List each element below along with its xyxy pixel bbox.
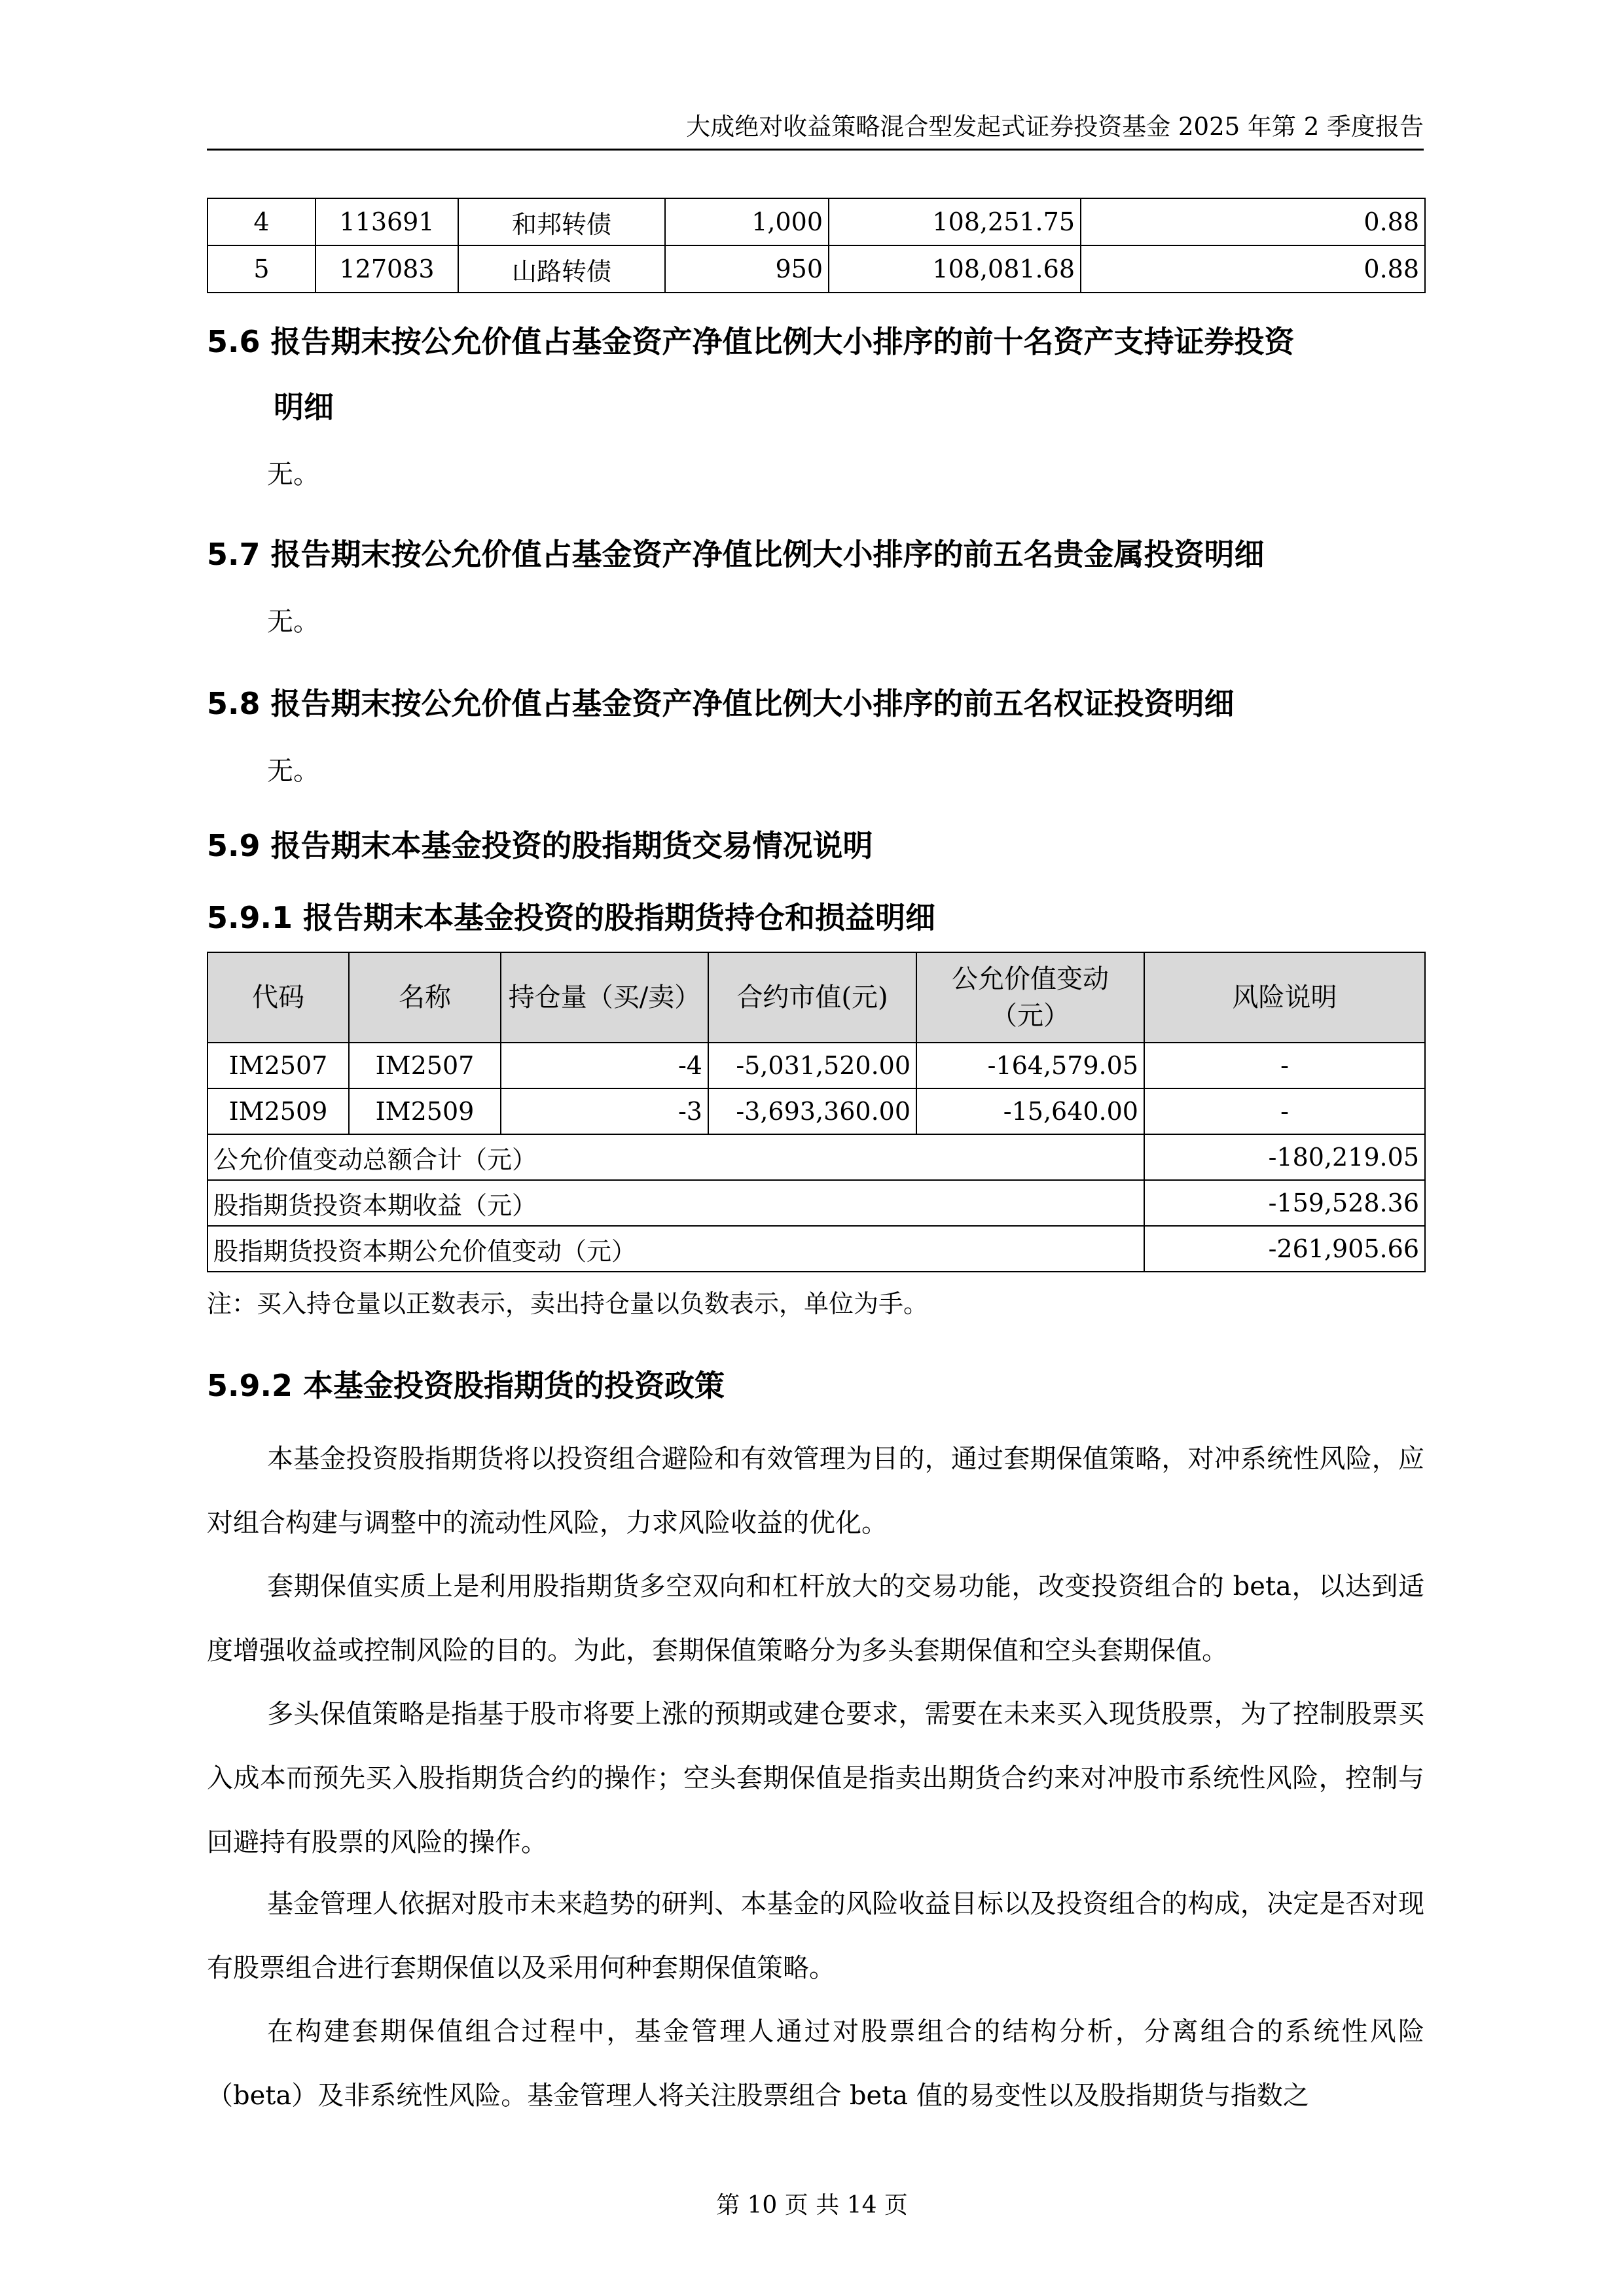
section-5-7-body: 无。 bbox=[267, 607, 319, 637]
policy-paragraph-5 bbox=[207, 2000, 1424, 2128]
policy-paragraph-2-text: 套期保值实质上是利用股指期货多空双向和杠杆放大的交易功能，改变投资组合的 beta，以达到适度增强收益或控制风险的目的。为此，套期保值策略分为多头套期保值和空头套期保值。 bbox=[207, 1571, 1424, 1666]
bond-name: 山路转债 bbox=[458, 245, 665, 293]
futures-total-value: -261,905.66 bbox=[1144, 1226, 1425, 1272]
col-header-market-value: 合约市值(元) bbox=[708, 952, 916, 1043]
futures-code: IM2507 bbox=[208, 1043, 349, 1088]
section-5-8-body: 无。 bbox=[267, 756, 319, 786]
bond-holdings-table bbox=[207, 198, 1426, 293]
policy-paragraph-2 bbox=[207, 1554, 1424, 1683]
bond-quantity: 950 bbox=[665, 245, 829, 293]
section-5-9-2-heading: 5.9.2 本基金投资股指期货的投资政策 bbox=[207, 1368, 725, 1403]
bond-nav-ratio: 0.88 bbox=[1081, 245, 1425, 293]
section-5-6-body: 无。 bbox=[267, 459, 319, 490]
futures-total-row bbox=[208, 1180, 1425, 1226]
section-5-9-heading: 5.9 报告期末本基金投资的股指期货交易情况说明 bbox=[207, 828, 873, 863]
bond-fair-value: 108,251.75 bbox=[829, 198, 1081, 245]
futures-table-header-row bbox=[208, 952, 1425, 1043]
futures-total-label: 股指期货投资本期收益（元） bbox=[208, 1180, 1144, 1226]
futures-total-value: -180,219.05 bbox=[1144, 1134, 1425, 1180]
futures-table-row bbox=[208, 1043, 1425, 1088]
col-header-name: 名称 bbox=[349, 952, 501, 1043]
bond-code: 113691 bbox=[316, 198, 458, 245]
futures-table-row bbox=[208, 1088, 1425, 1134]
futures-positions-table bbox=[207, 952, 1426, 1272]
futures-position: -4 bbox=[501, 1043, 708, 1088]
section-5-7-heading: 5.7 报告期末按公允价值占基金资产净值比例大小排序的前五名贵金属投资明细 bbox=[207, 537, 1265, 572]
futures-risk-note: - bbox=[1144, 1088, 1425, 1134]
policy-paragraph-4-text: 基金管理人依据对股市未来趋势的研判、本基金的风险收益目标以及投资组合的构成，决定是否对现有股票组合进行套期保值以及采用何种套期保值策略。 bbox=[207, 1889, 1424, 1983]
bond-row-number: 4 bbox=[208, 198, 316, 245]
bond-table-row bbox=[208, 198, 1425, 245]
futures-market-value: -3,693,360.00 bbox=[708, 1088, 916, 1134]
futures-total-label: 公允价值变动总额合计（元） bbox=[208, 1134, 1144, 1180]
section-5-8-heading: 5.8 报告期末按公允价值占基金资产净值比例大小排序的前五名权证投资明细 bbox=[207, 686, 1235, 721]
policy-paragraph-3 bbox=[207, 1682, 1424, 1874]
futures-total-row bbox=[208, 1226, 1425, 1272]
policy-paragraph-4 bbox=[207, 1872, 1424, 2000]
col-header-fv-change: 公允价值变动（元） bbox=[916, 952, 1144, 1043]
bond-row-number: 5 bbox=[208, 245, 316, 293]
futures-fv-change: -15,640.00 bbox=[916, 1088, 1144, 1134]
futures-position: -3 bbox=[501, 1088, 708, 1134]
futures-total-value: -159,528.36 bbox=[1144, 1180, 1425, 1226]
futures-total-label: 股指期货投资本期公允价值变动（元） bbox=[208, 1226, 1144, 1272]
header-rule bbox=[207, 149, 1424, 151]
policy-paragraph-1 bbox=[207, 1427, 1424, 1555]
policy-paragraph-3-text: 多头保值策略是指基于股市将要上涨的预期或建仓要求，需要在未来买入现货股票，为了控制股票买入成本而预先买入股指期货合约的操作；空头套期保值是指卖出期货合约来对冲股市系统性风险，控制与回避持有股票的风险的操作。 bbox=[207, 1699, 1424, 1857]
futures-code: IM2509 bbox=[208, 1088, 349, 1134]
futures-name: IM2507 bbox=[349, 1043, 501, 1088]
col-header-risk: 风险说明 bbox=[1144, 952, 1425, 1043]
col-header-position: 持仓量（买/卖） bbox=[501, 952, 708, 1043]
futures-fv-change: -164,579.05 bbox=[916, 1043, 1144, 1088]
section-5-6-heading: 5.6 报告期末按公允价值占基金资产净值比例大小排序的前十名资产支持证券投资 bbox=[207, 324, 1295, 359]
bond-code: 127083 bbox=[316, 245, 458, 293]
bond-quantity: 1,000 bbox=[665, 198, 829, 245]
policy-paragraph-5-text: 在构建套期保值组合过程中，基金管理人通过对股票组合的结构分析，分离组合的系统性风险（beta）及非系统性风险。基金管理人将关注股票组合 beta 值的易变性以及股指期货与指数之 bbox=[207, 2017, 1424, 2111]
futures-table-note: 注：买入持仓量以正数表示，卖出持仓量以负数表示，单位为手。 bbox=[207, 1289, 929, 1318]
futures-total-row bbox=[208, 1134, 1425, 1180]
futures-risk-note: - bbox=[1144, 1043, 1425, 1088]
report-header-title: 大成绝对收益策略混合型发起式证券投资基金 2025 年第 2 季度报告 bbox=[686, 113, 1424, 141]
futures-market-value: -5,031,520.00 bbox=[708, 1043, 916, 1088]
section-5-9-1-heading: 5.9.1 报告期末本基金投资的股指期货持仓和损益明细 bbox=[207, 900, 935, 935]
bond-table-row bbox=[208, 245, 1425, 293]
section-5-6-heading-cont: 明细 bbox=[274, 389, 334, 425]
bond-name: 和邦转债 bbox=[458, 198, 665, 245]
policy-paragraph-1-text: 本基金投资股指期货将以投资组合避险和有效管理为目的，通过套期保值策略，对冲系统性风险，应对组合构建与调整中的流动性风险，力求风险收益的优化。 bbox=[207, 1444, 1424, 1538]
bond-nav-ratio: 0.88 bbox=[1081, 198, 1425, 245]
bond-fair-value: 108,081.68 bbox=[829, 245, 1081, 293]
col-header-code: 代码 bbox=[208, 952, 349, 1043]
page-footer: 第 10 页 共 14 页 bbox=[716, 2192, 908, 2219]
futures-name: IM2509 bbox=[349, 1088, 501, 1134]
